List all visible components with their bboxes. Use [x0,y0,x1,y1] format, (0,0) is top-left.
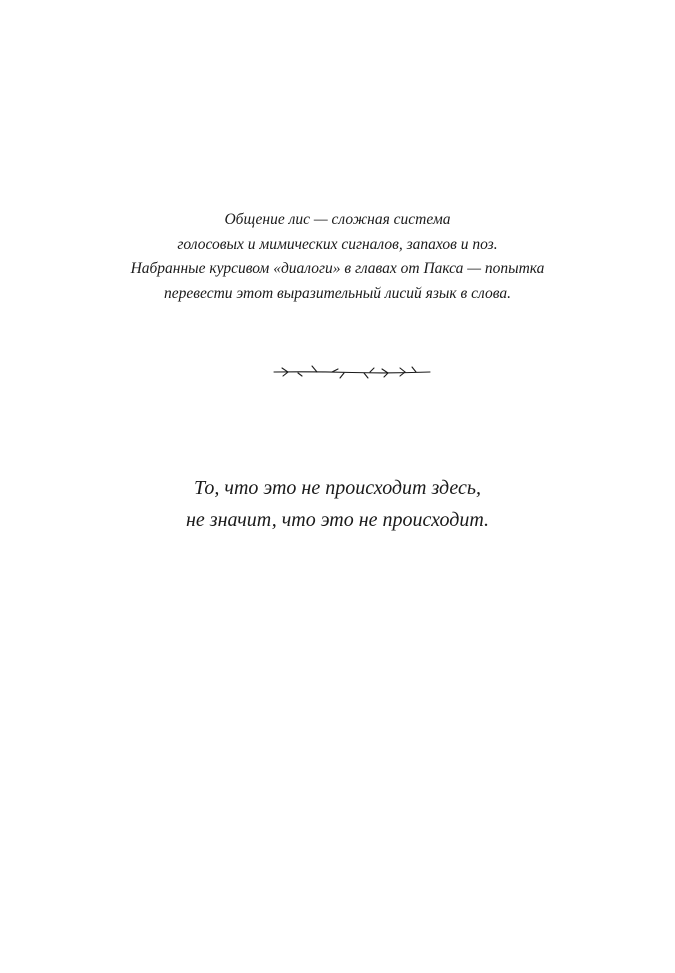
note-line-3: Набранные курсивом «диалоги» в главах от Пакса — попытка [130,260,545,277]
translator-note [0,208,675,306]
note-line-1: Общение лис — сложная система [224,211,451,228]
branch-divider-icon [272,360,432,384]
epigraph [0,472,675,536]
note-line-4: перевести этот выразительный лисий язык в слова. [164,284,511,302]
epigraph-line-2: не значит, что это не происходит. [185,509,490,531]
epigraph-line-1: То, что это не происходит здесь, [194,477,481,499]
note-line-2: голосовых и мимических сигналов, запахов и поз. [177,235,498,253]
